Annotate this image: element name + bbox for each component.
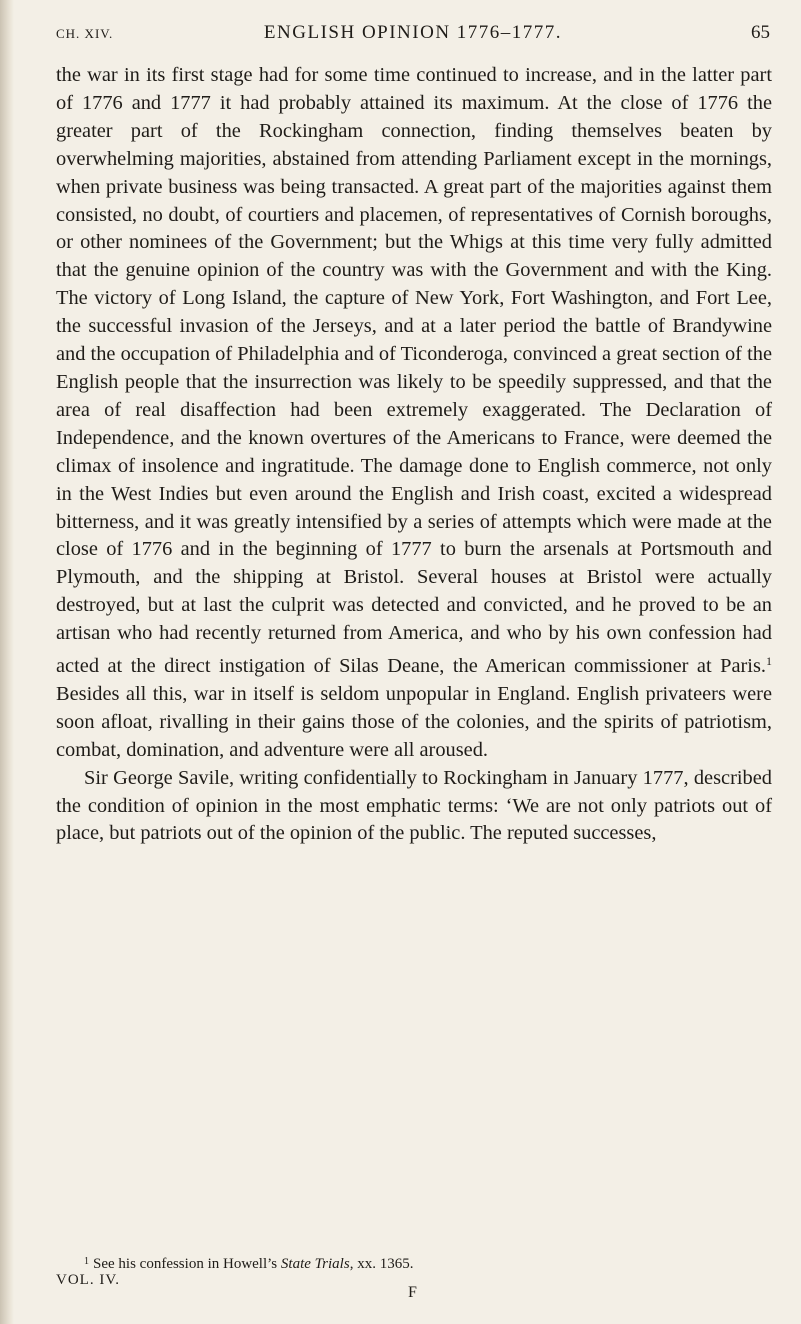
binding-edge	[0, 0, 14, 1324]
footnote-source-title: State Trials	[280, 1256, 350, 1272]
paragraph-savile-letter: Sir George Savile, writing confidentially to Rockingham in January 1777, described the condition of opinion in the most emphatic terms: ‘We are not only patriots out of place, but patriots out of the opinion of the public. The reputed successes,	[56, 766, 772, 845]
paragraph-war-opinion	[56, 62, 772, 765]
paragraph-continuation: Besides all this, war in itself is seldom unpopular in England. English privateers were soon afloat, rivalling in their gains those of the colonies, and the spirits of patriotism, combat, domination, and adventure were all aroused.	[56, 682, 772, 761]
running-title: ENGLISH OPINION 1776–1777.	[263, 22, 563, 43]
footnote-text: See his confession in Howell’s	[93, 1256, 281, 1272]
paragraph-text: the war in its first stage had for some time continued to increase, and in the latter part of 1776 and 1777 it had probably attained its maximum. At the close of 1776 the greater part of the Rockingham connection, finding themselves beaten by overwhelming majorities, abstained from attending Parliament except in the mornings, when private business was being transacted. A great part of the majorities against them consisted, no doubt, of courtiers and placemen, of representatives of Cornish boroughs, or other nominees of the Government; but the Whigs at this time very fully admitted that the genuine opinion of the country was with the Government and with the King. The victory of Long Island, the capture of New York, Fort Washington, and Fort Lee, the successful invasion of the Jerseys, and at a later period the battle of Brandywine and the occupation of Philadelphia and of Ticonderoga, convinced a great section of the English people that the insurrection was likely to be speedily suppressed, and that the area of real disaffection had been extremely exaggerated. The Declaration of Independence, and the known overtures of the Americans to France, were deemed the climax of insolence and ingratitude. The damage done to English commerce, not only in the West Indies but even around the English and Irish coast, excited a widespread bitterness, and it was greatly intensified by a series of attempts which were made at the close of 1776 and in the beginning of 1777 to burn the arsenals at Portsmouth and Plymouth, and the shipping at Bristol. Several houses at Bristol were actually destroyed, but at last the culprit was detected and convicted, and he proved to be an artisan who had recently returned from America, and who by his own confession had acted at the direct instigation of Silas Deane, the American commissioner at Paris.	[56, 64, 772, 678]
footnote-marker: 1	[84, 1256, 89, 1267]
chapter-number: CH. XIV.	[56, 26, 114, 41]
body-text	[56, 62, 772, 848]
footnote-reference[interactable]: 1	[766, 654, 772, 669]
footnote	[56, 1253, 772, 1273]
running-head	[56, 16, 770, 46]
page-footer	[56, 1272, 772, 1312]
page-number: 65	[751, 22, 770, 43]
footnotes	[56, 1253, 772, 1273]
signature-mark: F	[408, 1284, 417, 1301]
volume-mark: VOL. IV.	[56, 1272, 120, 1288]
footnote-citation: , xx. 1365.	[349, 1256, 414, 1272]
